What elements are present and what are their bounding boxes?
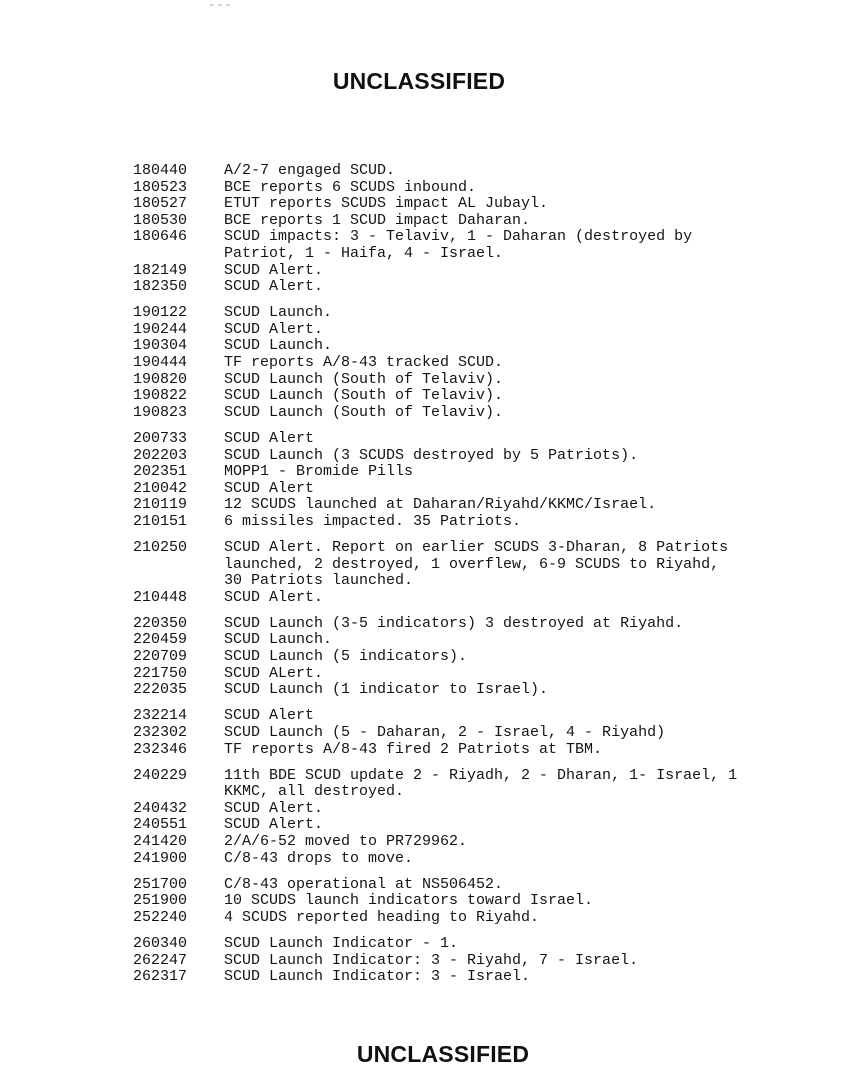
- log-entry-text: 2/A/6-52 moved to PR729962.: [224, 832, 468, 850]
- log-entry-text: SCUD Launch (South of Telaviv).: [224, 370, 504, 388]
- log-entry-time: 251700: [133, 875, 188, 893]
- log-entry-time: 190244: [133, 320, 188, 338]
- log-entry: [133, 388, 813, 405]
- log-entry-time: 210151: [133, 512, 188, 530]
- log-entry-time: 180523: [133, 178, 188, 196]
- log-entry: [133, 431, 813, 448]
- log-entry-time: 202203: [133, 446, 188, 464]
- log-entry-text: TF reports A/8-43 tracked SCUD.: [224, 354, 504, 372]
- top-edge-mark: ---: [208, 0, 233, 12]
- footer-classification: UNCLASSIFIED: [356, 1041, 530, 1067]
- log-entry-time: 190823: [133, 403, 188, 421]
- log-entry-time: 260340: [133, 934, 188, 952]
- log-entry-time: 190820: [133, 370, 188, 388]
- log-entry-text: SCUD Launch (1 indicator to Israel).: [224, 681, 549, 699]
- log-group: [133, 431, 813, 531]
- log-entry-text: C/8-43 drops to move.: [224, 849, 414, 867]
- log-entry-time: 222035: [133, 681, 188, 699]
- log-entry-text: SCUD Launch Indicator: 3 - Riyahd, 7 - Israel.: [224, 951, 639, 969]
- log-entry: [133, 834, 813, 851]
- log-entry-text: SCUD Alert.: [224, 320, 324, 338]
- log-entry-time: 182149: [133, 261, 188, 279]
- log-entry-text: SCUD Alert.: [224, 278, 324, 296]
- log-entry-text: C/8-43 operational at NS506452.: [224, 875, 504, 893]
- log-group: [133, 936, 813, 986]
- log-entry-text: SCUD Launch (3 SCUDS destroyed by 5 Patriots).: [224, 446, 639, 464]
- log-entry-text: A/2-7 engaged SCUD.: [224, 162, 396, 179]
- log-entry-text: TF reports A/8-43 fired 2 Patriots at TBM.: [224, 740, 603, 758]
- log-entry-text: SCUD Alert: [224, 429, 315, 447]
- log-entry: [133, 196, 813, 213]
- log-entry: [133, 616, 813, 633]
- log-entry: [133, 953, 813, 970]
- log-entry-text: BCE reports 1 SCUD impact Daharan.: [224, 211, 531, 229]
- log-entry-time: 232214: [133, 707, 188, 725]
- log-group: [133, 163, 813, 296]
- log-entry-text: MOPP1 - Bromide Pills: [224, 463, 414, 481]
- log-entry-time: 210448: [133, 588, 188, 606]
- log-entry-time: 202351: [133, 463, 188, 481]
- log-entry: [133, 229, 813, 262]
- log-entry: [133, 910, 813, 927]
- log-entry: [133, 405, 813, 422]
- log-entry: [133, 649, 813, 666]
- log-entry-text: 6 missiles impacted. 35 Patriots.: [224, 512, 522, 530]
- log-entry-text: SCUD Launch (South of Telaviv).: [224, 387, 504, 405]
- log-entry: [133, 279, 813, 296]
- log-entry: [133, 497, 813, 514]
- log-entry-text: BCE reports 6 SCUDS inbound.: [224, 178, 477, 196]
- log-entry-text: SCUD Alert.: [224, 816, 324, 834]
- log-entry: [133, 590, 813, 607]
- log-entry: [133, 355, 813, 372]
- log-entry-text: SCUD Launch Indicator - 1.: [224, 934, 459, 952]
- log-entry-time: 221750: [133, 664, 188, 682]
- log-entry: [133, 464, 813, 481]
- log-entry-text: SCUD impacts: 3 - Telaviv, 1 - Daharan (destroyed by Patriot, 1 - Haifa, 4 - Israel.: [224, 228, 693, 262]
- log-entry-time: 190444: [133, 354, 188, 372]
- log-entry: [133, 448, 813, 465]
- log-entry-time: 220350: [133, 614, 188, 632]
- log-group: [133, 540, 813, 606]
- log-group: [133, 708, 813, 758]
- log-entry: [133, 877, 813, 894]
- header-classification: UNCLASSIFIED: [332, 68, 506, 94]
- log-entry-time: 262317: [133, 968, 188, 986]
- log-entry-text: SCUD Launch Indicator: 3 - Israel.: [224, 968, 531, 986]
- log-entry: [133, 817, 813, 834]
- log-entry: [133, 708, 813, 725]
- log-entry: [133, 725, 813, 742]
- log-entry-time: 180646: [133, 228, 188, 246]
- log-entry-time: 251900: [133, 892, 188, 910]
- log-entry-time: 180440: [133, 162, 188, 179]
- log-group: [133, 877, 813, 927]
- log-group: [133, 305, 813, 421]
- log-entry: [133, 213, 813, 230]
- log-entry-time: 190822: [133, 387, 188, 405]
- log-entry-time: 252240: [133, 908, 188, 926]
- log-entry-text: SCUD Launch (5 indicators).: [224, 648, 468, 666]
- log-entry-text: SCUD ALert.: [224, 664, 324, 682]
- log-entry-time: 232346: [133, 740, 188, 758]
- log-entry: [133, 666, 813, 683]
- log-entry: [133, 540, 813, 590]
- log-entry-text: SCUD Alert. Report on earlier SCUDS 3-Dharan, 8 Patriots launched, 2 destroyed, 1 overflew, 6-9 SCUDS to Riyahd, 30 Patriots launched.: [224, 538, 729, 590]
- log-entry: [133, 263, 813, 280]
- log-entry: [133, 936, 813, 953]
- log-entry-text: 4 SCUDS reported heading to Riyahd.: [224, 908, 540, 926]
- log-entry-time: 262247: [133, 951, 188, 969]
- log-entry: [133, 180, 813, 197]
- log-entry-time: 220709: [133, 648, 188, 666]
- log-entry: [133, 322, 813, 339]
- log-entry-time: 240229: [133, 766, 188, 784]
- log-entry-time: 220459: [133, 631, 188, 649]
- log-entry-text: 11th BDE SCUD update 2 - Riyadh, 2 - Dharan, 1- Israel, 1 KKMC, all destroyed.: [224, 766, 738, 801]
- log-entry-time: 190122: [133, 304, 188, 322]
- log-group: [133, 616, 813, 699]
- log-group: [133, 768, 813, 868]
- log-entry-text: SCUD Alert: [224, 707, 315, 725]
- log-entry: [133, 801, 813, 818]
- log-entry: [133, 163, 813, 180]
- log-entry: [133, 893, 813, 910]
- log-entry: [133, 742, 813, 759]
- event-log: [133, 163, 813, 995]
- log-entry: [133, 481, 813, 498]
- log-entry-text: SCUD Alert.: [224, 261, 324, 279]
- log-entry-time: 241420: [133, 832, 188, 850]
- log-entry: [133, 851, 813, 868]
- log-entry: [133, 768, 813, 801]
- log-entry: [133, 372, 813, 389]
- log-entry-time: 240551: [133, 816, 188, 834]
- log-entry: [133, 682, 813, 699]
- log-entry-text: SCUD Alert.: [224, 799, 324, 817]
- log-entry-time: 190304: [133, 337, 188, 355]
- log-entry-text: SCUD Launch.: [224, 631, 333, 649]
- log-entry-time: 180530: [133, 211, 188, 229]
- log-entry: [133, 305, 813, 322]
- log-entry-text: ETUT reports SCUDS impact AL Jubayl.: [224, 195, 549, 213]
- log-entry: [133, 969, 813, 986]
- log-entry-time: 210250: [133, 538, 188, 556]
- log-entry-time: 241900: [133, 849, 188, 867]
- log-entry: [133, 514, 813, 531]
- log-entry-time: 232302: [133, 723, 188, 741]
- log-entry-time: 240432: [133, 799, 188, 817]
- log-entry-text: SCUD Launch.: [224, 304, 333, 322]
- log-entry-text: SCUD Launch (5 - Daharan, 2 - Israel, 4 - Riyahd): [224, 723, 666, 741]
- log-entry-time: 182350: [133, 278, 188, 296]
- log-entry-time: 200733: [133, 429, 188, 447]
- log-entry: [133, 338, 813, 355]
- log-entry-text: SCUD Launch (South of Telaviv).: [224, 403, 504, 421]
- log-entry-time: 180527: [133, 195, 188, 213]
- log-entry-text: 10 SCUDS launch indicators toward Israel.: [224, 892, 594, 910]
- log-entry-text: SCUD Alert.: [224, 588, 324, 606]
- log-entry-text: SCUD Alert: [224, 479, 315, 497]
- log-entry-text: 12 SCUDS launched at Daharan/Riyahd/KKMC/Israel.: [224, 496, 657, 514]
- log-entry: [133, 632, 813, 649]
- log-entry-time: 210042: [133, 479, 188, 497]
- log-entry-text: SCUD Launch (3-5 indicators) 3 destroyed at Riyahd.: [224, 614, 684, 632]
- log-entry-time: 210119: [133, 496, 188, 514]
- log-entry-text: SCUD Launch.: [224, 337, 333, 355]
